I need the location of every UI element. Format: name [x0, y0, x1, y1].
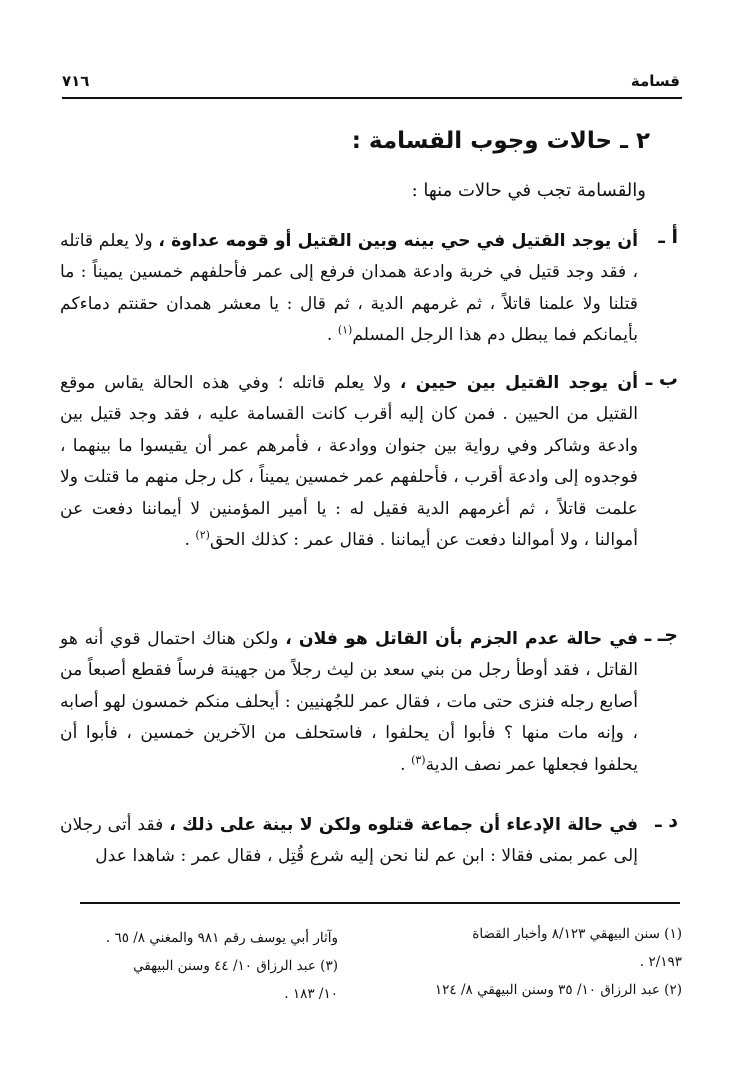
running-head-title: قسامة	[630, 72, 680, 90]
case-paragraph	[60, 368, 638, 556]
footnote-line: وآثار أبي يوسف رقم ٩٨١ والمغني ٨/ ٦٥ .	[105, 930, 338, 946]
footnote-reference[interactable]: (٣)	[411, 752, 426, 766]
footnote-reference[interactable]: (٢)	[195, 528, 210, 542]
case-text: ولكن هناك احتمال قوي أنه هو القاتل ، فقد أوطأ رجل من بني سعد بن ليث رجلاً من جهينة فرساً فقطع أصبعاً من أصابع رجله فنزى حتى مات ، فقال عمر للجُهنيين : أيحلف منكم خمسون لهو أصابه ، وإنه مات منها ؟ فأبوا أن يحلفوا ، فاستحلف من الآخرين خمسين ، فأبوا أن يحلفوا فجعلها عمر نصف الدية	[60, 629, 638, 775]
case-tail: .	[400, 754, 412, 775]
case-c	[60, 624, 678, 781]
case-heading: أن يوجد القتيل بين حيين ،	[399, 373, 638, 393]
footnotes-right-column	[392, 920, 682, 1004]
case-marker: جـ ـ	[644, 624, 678, 646]
case-b	[60, 368, 678, 556]
case-marker: أ ـ	[658, 226, 678, 248]
footnote-line: ١٠/ ١٨٣ .	[284, 986, 338, 1002]
case-d	[60, 810, 678, 873]
case-tail: .	[184, 530, 196, 551]
footnote-line: (١) سنن البيهقي ٨/١٢٣ وأخبار القضاة	[472, 926, 682, 942]
case-text: فقد أتى رجلان إلى عمر بمنى فقالا : ابن عم لنا نحن إليه شرع قُتِل ، فقال عمر : شاهدا عدل	[60, 815, 638, 867]
case-paragraph	[60, 810, 638, 873]
case-paragraph	[60, 226, 638, 352]
case-a	[60, 226, 678, 352]
case-heading: أن يوجد القتيل في حي بينه وبين القتيل أو قومه عداوة ،	[158, 231, 638, 251]
footnote-line: ٢/١٩٣ .	[639, 954, 682, 970]
case-heading: في حالة عدم الجزم بأن القاتل هو فلان ،	[285, 629, 639, 649]
footnote-reference[interactable]: (١)	[337, 323, 353, 337]
case-heading: في حالة الإدعاء أن جماعة قتلوه ولكن لا بينة على ذلك ،	[169, 815, 638, 835]
case-tail: .	[326, 325, 338, 346]
intro-line: والقسامة تجب في حالات منها :	[411, 180, 646, 201]
footnote-line: (٢) عبد الرزاق ١٠/ ٣٥ وسنن البيهقي ٨/ ١٢٤	[434, 982, 682, 998]
case-marker: ب ـ	[645, 368, 678, 390]
footnote-line: (٣) عبد الرزاق ١٠/ ٤٤ وسنن البيهقي	[133, 958, 338, 974]
page-number: ٧١٦	[62, 72, 90, 90]
case-paragraph	[60, 624, 638, 781]
case-marker: د ـ	[655, 810, 678, 832]
running-head	[62, 70, 682, 100]
footnote-rule	[80, 902, 680, 904]
case-text: ولا يعلم قاتله ، فقد وجد قتيل في خربة وادعة همدان فرفع إلى عمر فأحلفهم خمسين يميناً : ما قتلنا ولا علمنا قاتلاً ، ثم غرمهم الدية ، ثم قال : يا معشر همدان حقنتم دماءكم بأيمانكم فما يبطل دم هذا الرجل المسلم	[60, 231, 638, 346]
footnotes-left-column	[58, 924, 338, 1008]
header-rule	[62, 97, 682, 99]
case-text: ولا يعلم قاتله ؛ وفي هذه الحالة يقاس موقع القتيل من الحيين . فمن كان إليه أقرب كانت القسامة عليه ، فقد وجد قتيل بين وادعة وشاكر وفي رواية بين جنوان ووادعة ، فأمرهم عمر أن يقيسوا ما بينهما ، فوجدوه إلى وادعة أقرب ، فأحلفهم عمر خمسين يميناً ، كل رجل منهم ما قتلت ولا علمت قاتلاً ، ثم أغرمهم الدية فقيل له : يا أمير المؤمنين لا أيماننا دفعت عن أموالنا ، ولا أموالنا دفعت عن أيماننا . فقال عمر : كذلك الحق	[60, 373, 638, 551]
section-title: ٢ ـ حالات وجوب القسامة :	[351, 128, 650, 154]
